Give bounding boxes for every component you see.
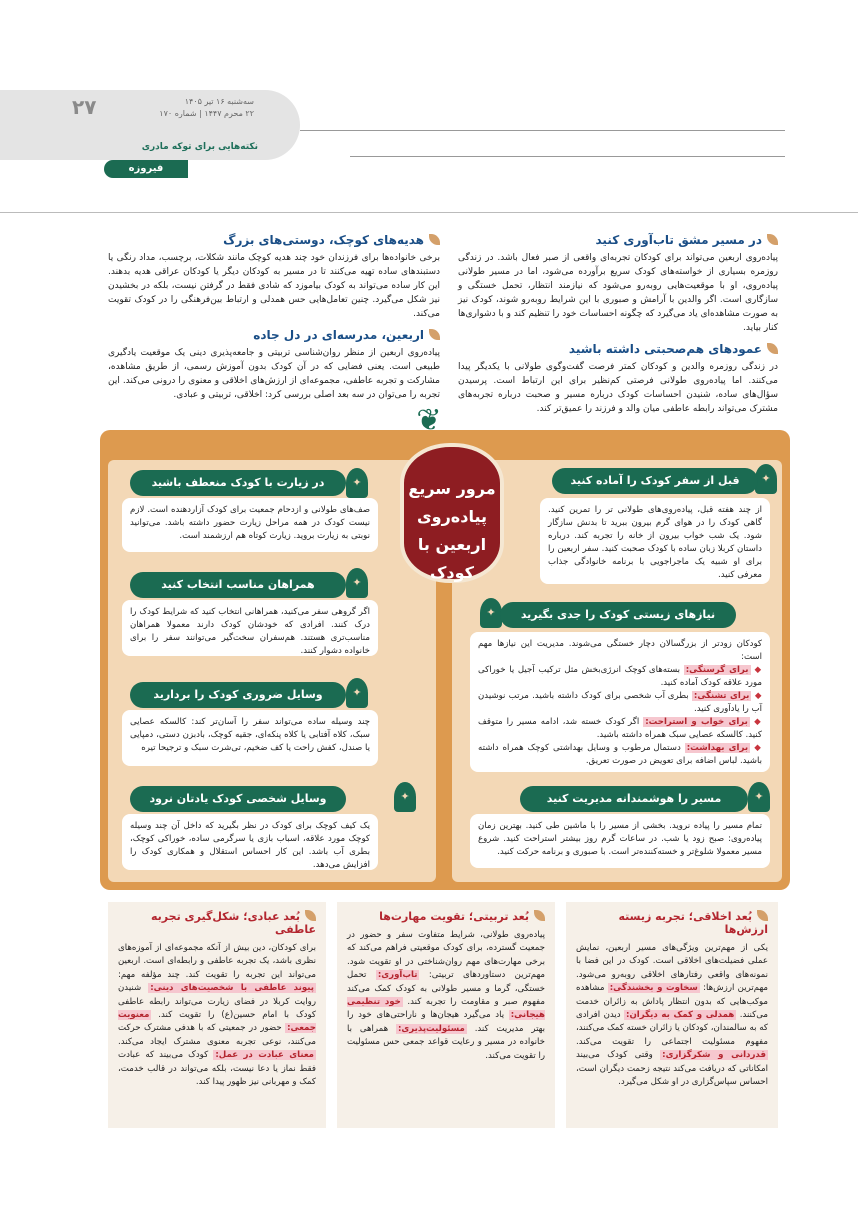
section-text: پیاده‌روی اربعین از منظر روان‌شناسی تربیتی و جامعه‌پذیری دینی یک موقعیت یادگیری طبیعی است. یعنی فضایی که در آن کودک بدون آموزش رسمی، از طریق مشاهده، مشارکت و تجربه عاطفی، مجموعه‌ای از ارزش‌های اخلاقی و معنوی را درونی می‌کند. این تجربه را می‌توان در سه بعد اصلی بررسی کرد: اخلاقی، تربیتی و عبادی. [108, 348, 440, 400]
column-text: پیاده‌روی طولانی، شرایط متفاوت سفر و حضور در جمعیت گسترده، برای کودک موقعیتی فراهم می‌کند که برخی مهارت‌های مهم روان‌شناختی در او تقویت شود. مهم‌ترین دستاوردهای تربیتی: تاب‌آوری: تحمل خستگی، گرما و مسیر طولانی به کودک کمک می‌کند مفهوم صبر و مقاومت را تجربه کند. خود تنظیمی هیجانی: یاد می‌گیرد هیجان‌ها و ناراحتی‌های خود را بهتر مدیریت کند. مسئولیت‌پذیری: همراهی با خانواده در مسیر و رعایت قواعد جمعی حس مسئولیت را تقویت می‌کند. [347, 930, 546, 1061]
card-title: نیازهای زیستی کودک را جدی بگیرید [500, 602, 736, 628]
column-title: بُعد تربیتی؛ تقویت مهارت‌ها [347, 910, 545, 923]
card-body: از چند هفته قبل، پیاده‌روی‌های طولانی تر را تمرین کنید. گاهی کودک را در هوای گرم بیرون ببرید تا بدنش سازگار شود. یک شب خواب بیرون از خانه را تجربه کند. درباره داستان کربلا زبان ساده با کودک صحبت کنید. سفر اربعین را برای او شبیه یک ماجراجویی با برنامه خانوادگی جذاب معرفی کنید. [540, 498, 770, 584]
card-title: همراهان مناسب انتخاب کنید [130, 572, 346, 598]
leaf-icon [767, 343, 778, 354]
leaf-icon [534, 910, 545, 921]
card-title: قبل از سفر کودک را آماده کنید [552, 468, 758, 494]
intro-left-column [108, 232, 440, 402]
lantern-icon: ✦ [480, 598, 502, 628]
header-rule [350, 156, 785, 157]
lantern-icon: ✦ [755, 464, 777, 494]
leaf-icon [767, 234, 778, 245]
card-body: یک کیف کوچک برای کودک در نظر بگیرید که داخل آن چند وسیله کوچک مورد علاقه، اسباب بازی یا سرگرمی ساده، خوراکی کوچک، بطری آب باشد. این کار احساس استقلال و همکاری کودک را افزایش می‌دهد. [122, 814, 378, 870]
leaf-icon [757, 910, 768, 921]
section-heading: عمودهای هم‌صحبتی داشته باشید [458, 341, 778, 357]
list-item: ◆ برای تشنگی: بطری آب شخصی برای کودک داشته باشید. مرتب نوشیدن آب را یادآوری کنید. [478, 691, 763, 714]
card-title: وسایل شخصی کودک یادتان نرود [130, 786, 346, 812]
section-text: برخی خانواده‌ها برای فرزندان خود چند هدیه کوچک مانند شکلات، برچسب، مداد رنگی یا دستبندهای ساده تهیه می‌کنند تا در مسیر به کودکان دیگر یا کودکان عراقی هدیه بدهند. این کار ساده می‌تواند به کودک بیاموزد که شادی فقط در گرفتن نیست، بلکه در بخشیدن نیز شکل می‌گیرد. چنین تعامل‌هایی حس همدلی و ارتباط بین‌فرهنگی را در کودک تقویت می‌کند. [108, 253, 440, 319]
date-line-2: ۲۲ محرم ۱۴۴۷ | شماره ۱۷۰ [159, 109, 254, 118]
lantern-icon: ✦ [394, 782, 416, 812]
section-name: فیروزه [104, 160, 188, 178]
card-body: چند وسیله ساده می‌تواند سفر را آسان‌تر کند: کالسکه عصایی سبک، کلاه آفتابی یا کلاه پنکه‌ای، جقیه کوچک، بادبزن دستی، دمپایی یا صندل، کفش راحت یا کف ضخیم، تی‌شرت سبک و ترجیحا تیره [122, 710, 378, 766]
card-intro: کودکان زودتر از بزرگسالان دچار خستگی می‌شوند. مدیریت این نیازها مهم است: [478, 639, 762, 662]
section-heading: اربعین، مدرسه‌ای در دل جاده [108, 327, 440, 343]
lantern-icon: ✦ [346, 468, 368, 498]
card-title: مسیر را هوشمندانه مدیریت کنید [520, 786, 748, 812]
leaf-icon [429, 234, 440, 245]
section-text: در زندگی روزمره والدین و کودکان کمتر فرصت گفت‌وگوی طولانی با یکدیگر پیدا می‌کنند. اما پیاده‌روی طولانی فرصتی کم‌نظیر برای این ارتباط است. پرسیدن سؤال‌های ساده، شنیدن احساسات کودک درباره مسیر و صحبت درباره تجربه‌های مشترک می‌تواند رابطه عاطفی میان والد و فرزند را عمیق‌تر کند. [458, 362, 778, 414]
column-title: بُعد عبادی؛ شکل‌گیری تجربه عاطفی [151, 910, 316, 936]
column-text: برای کودکان، دین بیش از آنکه مجموعه‌ای از آموزه‌های نظری باشد، یک تجربه عاطفی و رابطه‌ای است. اربعین می‌تواند این تجربه را تقویت کند. چند مؤلفه مهم: پیوند عاطفی با شخصیت‌های دینی: شنیدن روایت کربلا در فضای زیارت می‌تواند رابطه عاطفی کودک با امام حسین(ع) را تقویت کند. معنویت جمعی: حضور در جمعیتی که با هدفی مشترک حرکت می‌کنند، نوعی تجربه معنوی مشترک ایجاد می‌کند. معنای عبادت در عمل: کودک می‌بیند که عبادت فقط نماز یا دعا نیست، بلکه می‌تواند در قالب خدمت، کمک و مهربانی نیز ظهور پیدا کند. [118, 943, 316, 1088]
section-text: پیاده‌روی اربعین می‌تواند برای کودکان تجربه‌ای واقعی از صبر فعال باشد. در زندگی روزمره بسیاری از خواسته‌های کودک سریع برآورده می‌شود، اما در مسیر طولانی پیاده‌روی، او با موقعیت‌هایی روبه‌رو می‌شود که نیازمند انتظار، تحمل خستگی و سازگاری است. اگر والدین با آرامش و صبوری با این شرایط روبه‌رو شوند، کودک نیز به صورت مشاهده‌ای یاد می‌گیرد که چگونه احساسات خود را تنظیم کند و با دشواری‌ها کنار بیاید. [458, 253, 778, 333]
center-title-badge: مرور سریع پیاده‌روی اربعین با کودک [400, 443, 504, 583]
section-heading: در مسیر مشق تاب‌آوری کنید [458, 232, 778, 248]
column-title: بُعد اخلاقی؛ تجربه زیسته ارزش‌ها [618, 910, 768, 936]
card-body [470, 632, 770, 772]
card-body: تمام مسیر را پیاده نروید. بخشی از مسیر را با ماشین طی کنید. بهترین زمان پیاده‌روی: صبح زود یا شب. در ساعات گرم روز بیشتر استراحت کنید. شروع مسیر معمولا شلوغ‌تر و خسته‌کننده‌تر است. با صبوری و برنامه حرکت کنید. [470, 814, 770, 868]
column-ethical [566, 902, 778, 1128]
column-worship [108, 902, 326, 1128]
header-divider [0, 212, 858, 213]
card-title: در زیارت با کودک منعطف باشید [130, 470, 346, 496]
card-title: وسایل ضروری کودک را بردارید [130, 682, 346, 708]
page-number: ۲۷ [72, 95, 97, 119]
list-item: ◆ برای بهداشت: دستمال مرطوب و وسایل بهداشتی کوچک همراه داشته باشید. لباس اضافه برای تعویض در صورت تعریق. [478, 743, 762, 766]
date-line-1: سه‌شنبه ۱۶ تیر ۱۴۰۵ [184, 97, 254, 106]
leaf-icon [305, 910, 316, 921]
lantern-icon: ✦ [748, 782, 770, 812]
lantern-icon: ✦ [346, 678, 368, 708]
list-item: ◆ برای خواب و استراحت: اگر کودک خسته شد، ادامه مسیر را متوقف کنید. کالسکه عصایی سبک همراه داشته باشید. [478, 717, 762, 740]
lantern-icon: ✦ [346, 568, 368, 598]
column-educational [337, 902, 555, 1128]
section-subtitle: نکته‌هایی برای توکه مادری [141, 142, 258, 152]
issue-date [104, 96, 254, 120]
column-text: یکی از مهم‌ترین ویژگی‌های مسیر اربعین، نمایش عملی فضیلت‌های اخلاقی است. کودک در این فضا با نمونه‌های واقعی رفتارهای اخلاقی روبه‌رو می‌شود. مهم‌ترین ارزش‌ها: سخاوت و بخشندگی: مشاهده موکب‌هایی که بدون انتظار پاداش به زائران خدمت می‌کنند. همدلی و کمک به دیگران: دیدن افرادی که به سالمندان، کودکان یا زائران خسته کمک می‌کنند، مفهوم مسئولیت اجتماعی را تقویت می‌کند. قدردانی و شکرگزاری: وقتی کودک می‌بیند امکاناتی که دریافت می‌کند نتیجه زحمت دیگران است، احساس سپاس‌گزاری در او شکل می‌گیرد. [576, 943, 769, 1088]
card-body: صف‌های طولانی و ازدحام جمعیت برای کودک آزاردهنده است. لازم نیست کودک در همه مراحل زیارت حضور داشته باشد. می‌توانید نوبتی به زیارت بروید. زیارت کوتاه هم ارزشمند است. [122, 498, 378, 552]
header-rule [300, 130, 785, 131]
intro-right-column [458, 232, 778, 416]
card-body: اگر گروهی سفر می‌کنید، همراهانی انتخاب کنید که شرایط کودک را درک کنند. افرادی که خودشان کودک دارند معمولا همراهان مناسب‌تری هستند. هم‌سفران سخت‌گیر می‌توانند سفر را برای خانواده دشوار کنند. [122, 600, 378, 656]
section-heading: هدیه‌های کوچک، دوستی‌های بزرگ [108, 232, 440, 248]
ornament-icon: ❦ [416, 403, 442, 438]
list-item: ◆ برای گرسنگی: بسته‌های کوچک انرژی‌بخش مثل ترکیب آجیل یا خوراکی مورد علاقه کودک آماده کنید. [478, 665, 763, 688]
leaf-icon [429, 329, 440, 340]
